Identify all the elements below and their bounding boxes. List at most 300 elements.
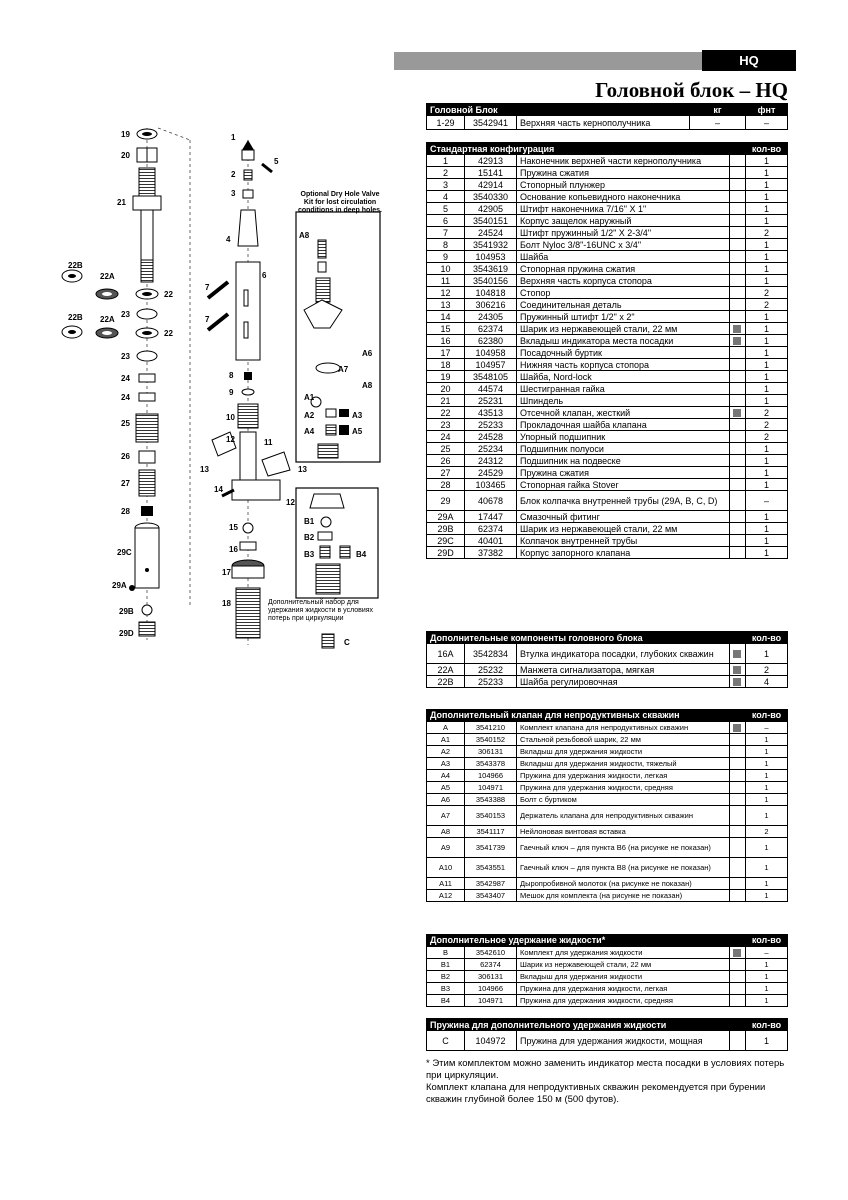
part-code: 24529 (465, 467, 517, 479)
quantity: – (746, 947, 788, 959)
part-code: 306131 (465, 971, 517, 983)
table-row (427, 971, 788, 983)
table-row (427, 523, 788, 535)
table-row (427, 644, 788, 664)
part-name: Смазочный фитинг (517, 511, 730, 523)
mark-cell (729, 227, 745, 239)
quantity: 1 (746, 443, 788, 455)
item-number: 29B (427, 523, 465, 535)
mark-cell (729, 155, 745, 167)
callout-label: 27 (121, 479, 130, 488)
quantity: 1 (746, 971, 788, 983)
part-name: Нейлоновая винтовая вставка (517, 826, 730, 838)
part-name: Отсечной клапан, жесткий (517, 407, 730, 419)
mark-cell (729, 359, 745, 371)
mark-cell (729, 947, 745, 959)
table-row (427, 838, 788, 858)
table-row (427, 511, 788, 523)
item-number: 7 (427, 227, 465, 239)
callout-label: 9 (229, 388, 234, 397)
part-code: 3541210 (465, 722, 517, 734)
part-6-latch-body (236, 262, 260, 360)
table-row (427, 311, 788, 323)
table-row (427, 383, 788, 395)
item-number: A (427, 722, 465, 734)
callout-label: 1 (231, 133, 236, 142)
table-row (427, 722, 788, 734)
table-row (427, 299, 788, 311)
part-name: Болт Nyloc 3/8"-16UNC x 3/4" (517, 239, 730, 251)
quantity: 2 (746, 287, 788, 299)
qty-header: кол-во (746, 710, 788, 722)
mark-cell (729, 419, 745, 431)
quantity: 1 (746, 758, 788, 770)
quantity: 1 (746, 191, 788, 203)
fluid-caption-line: потерь при циркуляции (268, 615, 344, 622)
footnote: Комплект клапана для непродуктивных скважин рекомендуется при бурении скважин глубиной более 150 м (500 футов). (426, 1082, 766, 1105)
item-number: 28 (427, 479, 465, 491)
qty-header: кол-во (746, 632, 788, 644)
table-row (427, 547, 788, 559)
callout-label: 22 (164, 329, 173, 338)
item-number: 15 (427, 323, 465, 335)
qty-header: кол-во (746, 935, 788, 947)
part-code: 103465 (465, 479, 517, 491)
callout-label: 14 (214, 485, 223, 494)
part-name: Гаечный ключ – для пункта B8 (на рисунке не показан) (517, 858, 730, 878)
quantity: 1 (746, 806, 788, 826)
quantity: 1 (746, 890, 788, 902)
callout-label: 2 (231, 170, 236, 179)
dry-hole-caption-line: Optional Dry Hole Valve (300, 191, 380, 198)
part-11-upper-body (212, 432, 290, 500)
callout-label: B2 (304, 533, 315, 542)
table-row (427, 455, 788, 467)
mark-cell (729, 179, 745, 191)
part-name: Вкладыш для удержания жидкости (517, 971, 730, 983)
table-row (427, 419, 788, 431)
part-29c-cap (135, 523, 159, 588)
gray-mark-icon (733, 325, 741, 333)
mark-cell (729, 547, 745, 559)
part-name: Комплект клапана для непродуктивных скважин (517, 722, 730, 734)
standard-config-table (426, 142, 788, 559)
part-code: 40678 (465, 491, 517, 511)
callout-label: 25 (121, 419, 130, 428)
item-number: 1 (427, 155, 465, 167)
item-number: 29A (427, 511, 465, 523)
quantity: 1 (746, 179, 788, 191)
item-number: A2 (427, 746, 465, 758)
table-row (427, 782, 788, 794)
item-number: 22A (427, 664, 465, 676)
part-name: Корпус защелок наружный (517, 215, 730, 227)
mark-cell (729, 467, 745, 479)
mark-cell (729, 644, 745, 664)
part-code: 3540151 (465, 215, 517, 227)
quantity: 1 (746, 383, 788, 395)
part-code: 104971 (465, 782, 517, 794)
gray-mark-icon (733, 678, 741, 686)
part-code: 3541739 (465, 838, 517, 858)
item-number: 29C (427, 535, 465, 547)
part-code: 3543388 (465, 794, 517, 806)
gray-mark-icon (733, 724, 741, 732)
mark-cell (729, 535, 745, 547)
table-row (427, 983, 788, 995)
callout-label: 3 (231, 189, 236, 198)
part-code: 24524 (465, 227, 517, 239)
mark-cell (729, 826, 745, 838)
mark-cell (729, 251, 745, 263)
part-name: Гаечный ключ – для пункта B6 (на рисунке не показан) (517, 838, 730, 858)
section-title: Дополнительное удержание жидкости* (427, 935, 746, 947)
part-name: Болт с буртиком (517, 794, 730, 806)
item-number: 13 (427, 299, 465, 311)
part-code: 3543378 (465, 758, 517, 770)
gray-mark-icon (733, 650, 741, 658)
table-row (427, 479, 788, 491)
kg-header: кг (690, 104, 746, 116)
callout-label: B1 (304, 517, 315, 526)
table-row (427, 167, 788, 179)
mark-cell (729, 371, 745, 383)
part-code: 3542834 (465, 644, 517, 664)
callout-label: 7 (205, 283, 210, 292)
item-number: 8 (427, 239, 465, 251)
table-row (427, 263, 788, 275)
mark-cell (729, 263, 745, 275)
table-row (427, 407, 788, 419)
callout-label: 29A (112, 581, 127, 590)
part-21-spindle (133, 168, 161, 282)
optional-components-table (426, 631, 788, 688)
part-name: Штифт пружинный 1/2" X 2-3/4" (517, 227, 730, 239)
part-name: Нижняя часть корпуса стопора (517, 359, 730, 371)
part-name: Вкладыш индикатора места посадки (517, 335, 730, 347)
callout-label: 15 (229, 523, 238, 532)
quantity: 1 (746, 746, 788, 758)
quantity: 1 (746, 467, 788, 479)
quantity: 2 (746, 431, 788, 443)
table-row (427, 191, 788, 203)
callout-label: 21 (117, 198, 126, 207)
table-row: 1-29 3542941 Верхняя часть кернополучника – – (427, 116, 788, 130)
callout-label: 20 (121, 151, 130, 160)
section-title: Дополнительный клапан для непродуктивных скважин (427, 710, 746, 722)
callout-label: 24 (121, 393, 130, 402)
table-row (427, 443, 788, 455)
part-29b-ball (142, 605, 152, 615)
table-row (427, 215, 788, 227)
table-row (427, 947, 788, 959)
quantity: 2 (746, 826, 788, 838)
item-number: 10 (427, 263, 465, 275)
item-number: 22B (427, 676, 465, 688)
section-title: Пружина для дополнительного удержания жидкости (427, 1019, 746, 1031)
item-number: 11 (427, 275, 465, 287)
item-number: B2 (427, 971, 465, 983)
part-name: Стальной резьбовой шарик, 22 мм (517, 734, 730, 746)
part-code: 25232 (465, 664, 517, 676)
callout-label: 28 (121, 507, 130, 516)
mark-cell (729, 746, 745, 758)
callout-label: 23 (121, 310, 130, 319)
callout-label: A6 (362, 349, 373, 358)
callout-label: 12 (286, 498, 295, 507)
section-header (427, 710, 788, 722)
callout-label: 29C (117, 548, 132, 557)
part-code: 3541117 (465, 826, 517, 838)
mark-cell (729, 431, 745, 443)
part-code: 37382 (465, 547, 517, 559)
quantity: 2 (746, 664, 788, 676)
part-code: 42914 (465, 179, 517, 191)
section-header (427, 143, 788, 155)
mark-cell (729, 239, 745, 251)
callout-label: 6 (262, 271, 267, 280)
part-code: 104958 (465, 347, 517, 359)
mark-cell (729, 794, 745, 806)
part-name: Подшипник полуоси (517, 443, 730, 455)
part-16-insert (240, 542, 256, 550)
item-number: 24 (427, 431, 465, 443)
part-10-spring (238, 404, 258, 428)
quantity: 2 (746, 299, 788, 311)
callout-label: 7 (205, 315, 210, 324)
mark-cell (729, 983, 745, 995)
table-row (427, 890, 788, 902)
part-code: 104818 (465, 287, 517, 299)
part-name: Шайба, Nord-lock (517, 371, 730, 383)
assembly-table (426, 103, 788, 130)
part-name: Шестигранная гайка (517, 383, 730, 395)
mark-cell (729, 758, 745, 770)
gray-mark-icon (733, 666, 741, 674)
part-name: Манжета сигнализатора, мягкая (517, 664, 730, 676)
mark-cell (729, 299, 745, 311)
header-bar (394, 52, 702, 70)
mark-cell (729, 676, 745, 688)
part-code: 62380 (465, 335, 517, 347)
part-code: 306131 (465, 746, 517, 758)
callout-label: 26 (121, 452, 130, 461)
mark-cell (729, 858, 745, 878)
part-code: 104953 (465, 251, 517, 263)
table-row (427, 826, 788, 838)
part-name: Основание копьевидного наконечника (517, 191, 730, 203)
item-number: 23 (427, 419, 465, 431)
quantity: 1 (746, 1031, 788, 1051)
item-number: 2 (427, 167, 465, 179)
part-17-collar (232, 560, 264, 578)
item-number: A10 (427, 858, 465, 878)
part-code: 3548105 (465, 371, 517, 383)
quantity: 1 (746, 155, 788, 167)
callouts-mid (200, 133, 307, 608)
table-row (427, 734, 788, 746)
item-number: 17 (427, 347, 465, 359)
quantity: – (746, 722, 788, 734)
dry-hole-caption-line: conditions in deep holes. (297, 207, 383, 214)
part-name: Колпачок внутренней трубы (517, 535, 730, 547)
callout-label: 29B (119, 607, 134, 616)
part-name: Шайба (517, 251, 730, 263)
part-c-spring (322, 634, 334, 648)
fluid-caption-line: Дополнительный набор для (268, 599, 359, 606)
item-number: 21 (427, 395, 465, 407)
quantity: 1 (746, 535, 788, 547)
callout-label: A5 (352, 427, 363, 436)
quantity: 1 (746, 395, 788, 407)
part-name: Пружина для удержания жидкости, легкая (517, 770, 730, 782)
item-number: 3 (427, 179, 465, 191)
mark-cell (729, 383, 745, 395)
gray-mark-icon (733, 337, 741, 345)
part-name: Стопорная пружина сжатия (517, 263, 730, 275)
part-code: 62374 (465, 323, 517, 335)
part-code: 15141 (465, 167, 517, 179)
quantity: 1 (746, 359, 788, 371)
part-code: 42913 (465, 155, 517, 167)
quantity: 1 (746, 311, 788, 323)
part-name: Корпус запорного клапана (517, 547, 730, 559)
footnote: * Этим комплектом можно заменить индикатор места посадки в условиях потерь при циркуляции. (426, 1058, 785, 1081)
item-number: A12 (427, 890, 465, 902)
mark-cell (729, 395, 745, 407)
part-code: 3543619 (465, 263, 517, 275)
part-name: Верхняя часть корпуса стопора (517, 275, 730, 287)
table-row (427, 323, 788, 335)
lb-header: фнт (746, 104, 788, 116)
part-code: 42905 (465, 203, 517, 215)
quantity: 1 (746, 858, 788, 878)
callout-label: A7 (338, 365, 349, 374)
page-title: Головной блок – HQ (595, 78, 788, 102)
part-code: 3540152 (465, 734, 517, 746)
part-19-washer (137, 129, 157, 139)
qty-header: кол-во (746, 143, 788, 155)
mark-cell (729, 878, 745, 890)
part-code: 25234 (465, 443, 517, 455)
mark-cell (729, 335, 745, 347)
table-row (427, 359, 788, 371)
part-name: Стопор (517, 287, 730, 299)
part-8-bolt (244, 372, 252, 380)
quantity: 2 (746, 419, 788, 431)
part-5-pin (262, 164, 272, 172)
part-name: Пружина сжатия (517, 167, 730, 179)
item-number: 20 (427, 383, 465, 395)
mark-cell (729, 664, 745, 676)
part-code: 24305 (465, 311, 517, 323)
mark-cell (729, 722, 745, 734)
table-row (427, 878, 788, 890)
item-number: 29 (427, 491, 465, 511)
part-name: Пружина для удержания жидкости, средняя (517, 782, 730, 794)
part-name: Шпиндель (517, 395, 730, 407)
item-number: 4 (427, 191, 465, 203)
item-number: 29D (427, 547, 465, 559)
mark-cell (729, 995, 745, 1007)
part-name: Пружинный штифт 1/2" x 2" (517, 311, 730, 323)
part-name: Шарик из нержавеющей стали, 22 мм (517, 523, 730, 535)
fluid-caption-line: удержания жидкости в условиях (268, 607, 374, 614)
part-29a-fitting (129, 585, 135, 591)
part-2-spring (244, 170, 252, 180)
quantity: 1 (746, 770, 788, 782)
callout-label: A2 (304, 411, 315, 420)
part-name: Держатель клапана для непродуктивных скважин (517, 806, 730, 826)
item-number: A4 (427, 770, 465, 782)
part-name: Комплект для удержания жидкости (517, 947, 730, 959)
table-row (427, 794, 788, 806)
item-number: A5 (427, 782, 465, 794)
quantity: 1 (746, 371, 788, 383)
quantity: 1 (746, 794, 788, 806)
qty-header: кол-во (746, 1019, 788, 1031)
callout-label: A4 (304, 427, 315, 436)
item-number: A3 (427, 758, 465, 770)
callout-label: B3 (304, 550, 315, 559)
spring-table (426, 1018, 788, 1051)
item-number: 12 (427, 287, 465, 299)
mark-cell (729, 1031, 745, 1051)
table-row (427, 347, 788, 359)
callout-label: 10 (226, 413, 235, 422)
part-code: 25231 (465, 395, 517, 407)
callout-label: 19 (121, 130, 130, 139)
callout-label: 24 (121, 374, 130, 383)
part-name: Пружина для удержания жидкости, средняя (517, 995, 730, 1007)
quantity: 1 (746, 323, 788, 335)
item-number: 16 (427, 335, 465, 347)
quantity: 1 (746, 878, 788, 890)
quantity: 1 (746, 523, 788, 535)
quantity: 1 (746, 547, 788, 559)
dry-hole-kit-box (296, 212, 380, 462)
quantity: 1 (746, 239, 788, 251)
table-row (427, 431, 788, 443)
section-header (427, 632, 788, 644)
part-15-ball (243, 523, 253, 533)
part-name: Стопорный плунжер (517, 179, 730, 191)
part-code: 40401 (465, 535, 517, 547)
table-row (427, 746, 788, 758)
model-badge: HQ (702, 50, 796, 71)
table-row (427, 770, 788, 782)
callout-label: 4 (226, 235, 231, 244)
part-18-lower-body (236, 588, 260, 638)
part-1-tip (242, 140, 254, 160)
table-row (427, 959, 788, 971)
part-name: Мешок для комплекта (на рисунке не показан) (517, 890, 730, 902)
part-20-nut (137, 148, 157, 162)
part-3-plunger (243, 190, 253, 198)
item-number: 25 (427, 443, 465, 455)
table-row (427, 758, 788, 770)
part-name: Шарик из нержавеющей стали, 22 мм (517, 959, 730, 971)
callout-label: A8 (299, 231, 310, 240)
part-name: Дыропробивной молоток (на рисунке не показан) (517, 878, 730, 890)
quantity: 1 (746, 995, 788, 1007)
part-code: 3540156 (465, 275, 517, 287)
part-code: 25233 (465, 676, 517, 688)
part-name: Подшипник на подвеске (517, 455, 730, 467)
item-number: A11 (427, 878, 465, 890)
table-row (427, 371, 788, 383)
callout-label: 13 (298, 465, 307, 474)
